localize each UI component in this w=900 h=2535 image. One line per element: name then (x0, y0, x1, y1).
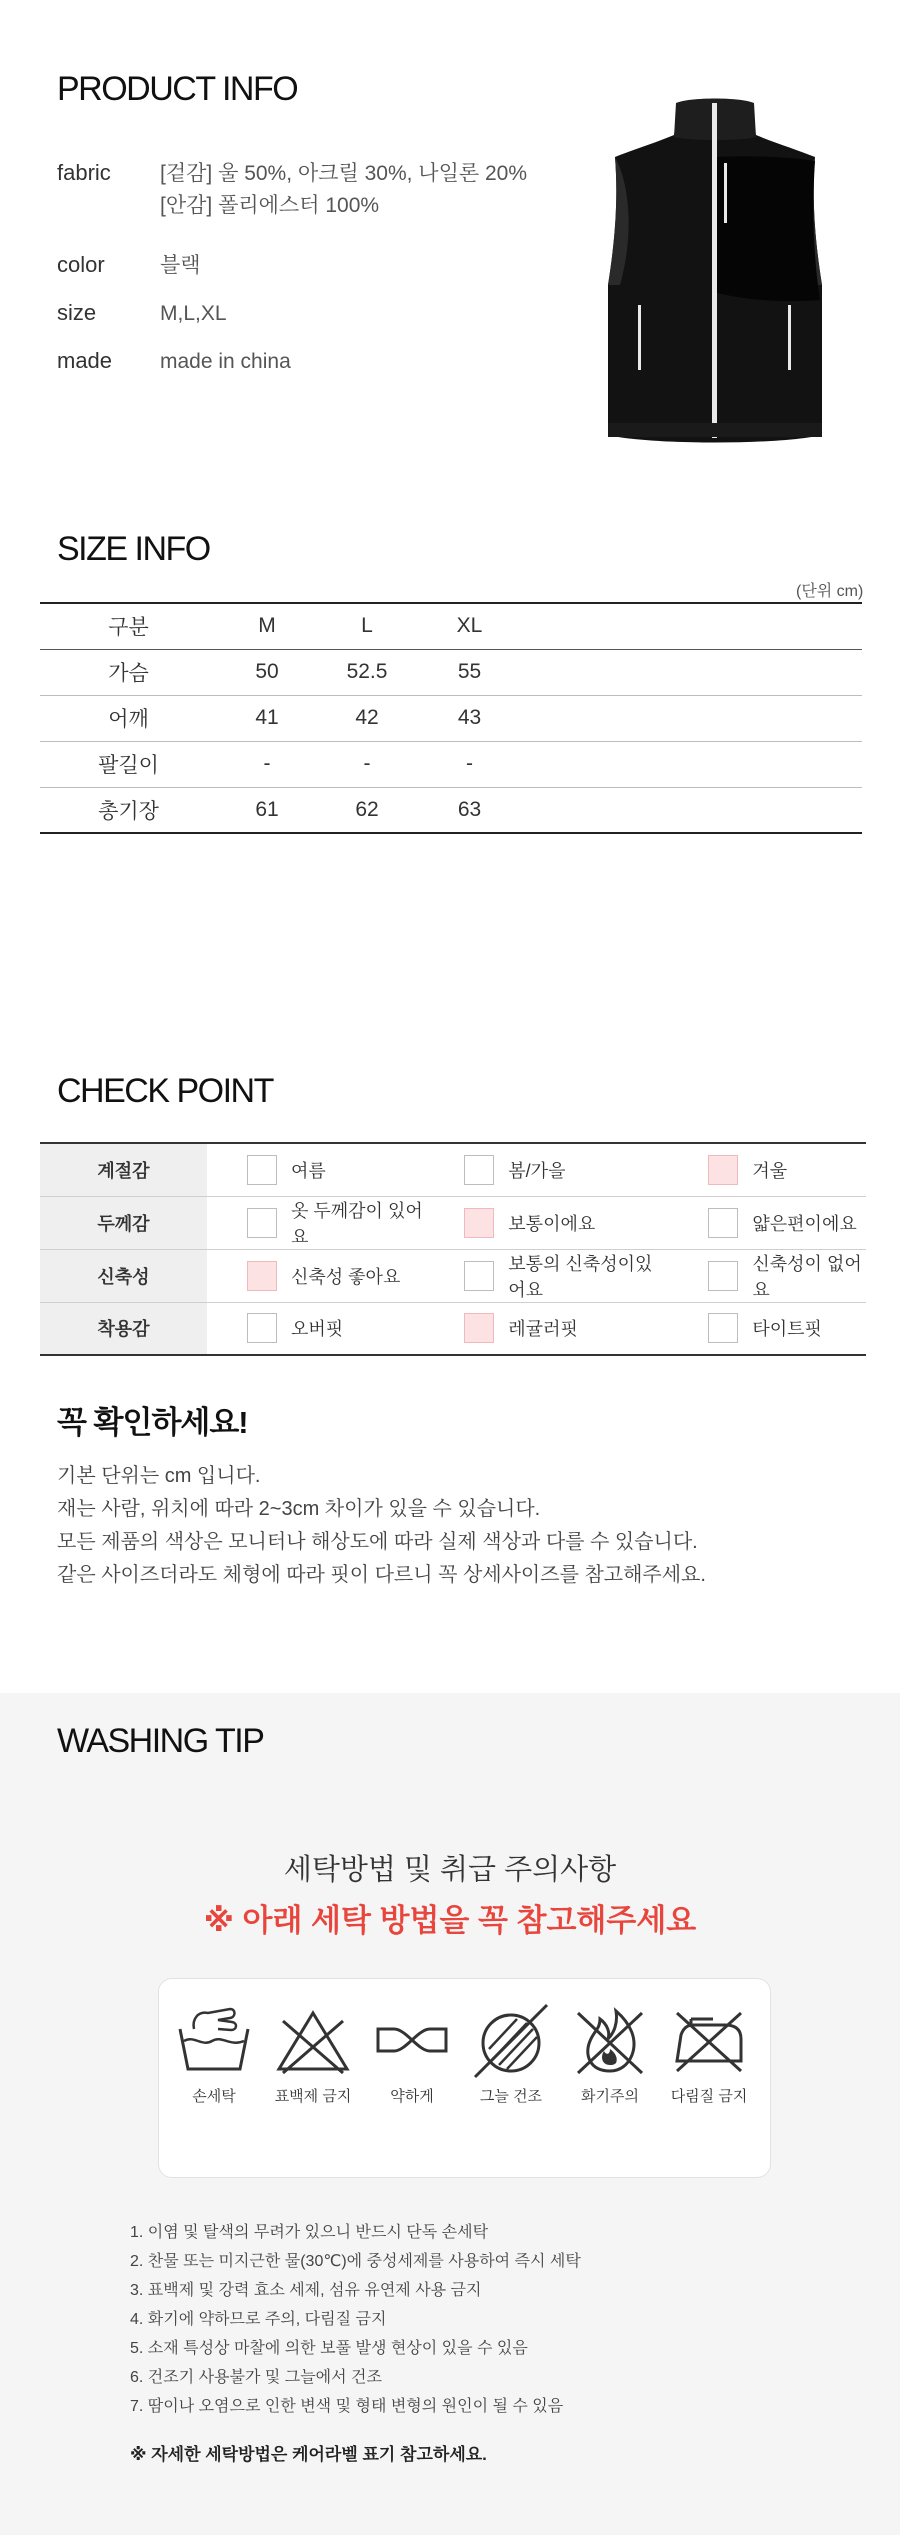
care-item (167, 1999, 261, 2106)
care-icons-box (158, 1978, 771, 2178)
check-option (207, 1197, 424, 1249)
notice-list (57, 1460, 706, 1592)
checkbox-checked (464, 1313, 494, 1343)
check-category: 두께감 (40, 1196, 207, 1249)
washing-instructions (130, 2218, 581, 2421)
table-row (40, 787, 862, 833)
care-label: 손세탁 (192, 2088, 236, 2105)
check-point-title: CHECK POINT (57, 1072, 273, 1110)
table-cell: - (417, 741, 522, 787)
check-option (424, 1250, 668, 1302)
checkbox (247, 1155, 277, 1185)
check-option (424, 1313, 668, 1343)
care-label: 그늘 건조 (479, 2088, 543, 2105)
washing-footer: ※ 자세한 세탁방법은 케어라벨 표기 참고하세요. (130, 2445, 487, 2464)
option-label: 얇은편이에요 (752, 1213, 857, 1234)
no-bleach-icon (273, 1999, 353, 2079)
unit-note: (단위 cm) (796, 583, 864, 600)
checkbox (464, 1261, 494, 1291)
table-row (40, 649, 862, 695)
checkbox (247, 1208, 277, 1238)
product-info-title: PRODUCT INFO (57, 70, 298, 108)
check-option (668, 1155, 866, 1185)
care-item (365, 1999, 459, 2106)
washing-warning: ※ 아래 세탁 방법을 꼭 참고해주세요 (203, 1903, 697, 1938)
table-cell: 어깨 (40, 695, 217, 741)
check-option (207, 1155, 424, 1185)
option-label: 봄/가을 (508, 1160, 566, 1181)
check-row-thickness (40, 1196, 866, 1249)
table-cell: 52.5 (317, 649, 417, 695)
option-label: 보통의 신축성이있어요 (508, 1253, 653, 1300)
care-item (563, 1999, 657, 2106)
check-point-table (40, 1142, 866, 1356)
flammable-icon (570, 1999, 650, 2079)
product-image (600, 95, 830, 450)
option-label: 보통이에요 (508, 1213, 596, 1234)
made-label: made (57, 348, 113, 373)
care-label: 표백제 금지 (274, 2088, 352, 2105)
check-category: 신축성 (40, 1249, 207, 1302)
washing-line: 3. 표백제 및 강력 효소 세제, 섬유 유연제 사용 금지 (130, 2282, 482, 2299)
table-cell: 50 (217, 649, 317, 695)
option-label: 신축성이 없어요 (752, 1253, 862, 1300)
size-label: size (57, 300, 97, 325)
size-info-title: SIZE INFO (57, 530, 210, 568)
care-item (662, 1999, 756, 2106)
checkbox (247, 1313, 277, 1343)
notice-line: 같은 사이즈더라도 체형에 따라 핏이 다르니 꼭 상세사이즈를 참고해주세요. (57, 1564, 706, 1586)
notice-line: 모든 제품의 색상은 모니터나 해상도에 따라 실제 색상과 다를 수 있습니다. (57, 1531, 698, 1553)
option-label: 겨울 (752, 1160, 788, 1181)
color-label: color (57, 252, 105, 277)
check-option (668, 1250, 866, 1302)
check-option (424, 1155, 668, 1185)
care-item (266, 1999, 360, 2106)
washing-line: 2. 찬물 또는 미지근한 물(30℃)에 중성세제를 사용하여 즉시 세탁 (130, 2253, 581, 2270)
option-label: 오버핏 (291, 1319, 344, 1340)
table-row (40, 741, 862, 787)
check-option (668, 1208, 866, 1238)
check-option (207, 1313, 424, 1343)
check-option (668, 1313, 866, 1343)
check-option (207, 1261, 424, 1291)
table-cell: 63 (417, 787, 522, 833)
check-option (424, 1208, 668, 1238)
fabric-label: fabric (57, 160, 111, 185)
care-label: 다림질 금지 (670, 2088, 748, 2105)
size-value: M,L,XL (160, 302, 227, 325)
washing-title: WASHING TIP (57, 1722, 264, 1760)
fabric-value-inner: [안감] 폴리에스터 100% (160, 194, 380, 217)
table-cell: 43 (417, 695, 522, 741)
checkbox-checked (708, 1155, 738, 1185)
table-cell: 41 (217, 695, 317, 741)
option-label: 옷 두께감이 있어요 (291, 1200, 423, 1247)
check-category: 계절감 (40, 1143, 207, 1196)
gentle-icon (372, 1999, 452, 2079)
size-table-header (40, 603, 862, 649)
care-item (464, 1999, 558, 2106)
washing-heading: 세탁방법 및 취급 주의사항 (283, 1854, 617, 1886)
check-row-fit (40, 1302, 866, 1355)
washing-line: 5. 소재 특성상 마찰에 의한 보풀 발생 현상이 있을 수 있음 (130, 2340, 528, 2357)
table-cell: - (317, 741, 417, 787)
table-cell: 가슴 (40, 649, 217, 695)
notice-title: 꼭 확인하세요! (57, 1405, 248, 1440)
fabric-value-outer: [겉감] 울 50%, 아크릴 30%, 나일론 20% (160, 162, 528, 185)
option-label: 여름 (291, 1160, 326, 1181)
check-row-season (40, 1143, 866, 1196)
washing-line: 1. 이염 및 탈색의 무려가 있으니 반드시 단독 손세탁 (130, 2224, 489, 2241)
hand-wash-icon (174, 1999, 254, 2079)
color-value: 블랙 (160, 254, 201, 277)
option-label: 타이트핏 (752, 1319, 822, 1340)
notice-line: 재는 사람, 위치에 따라 2~3cm 차이가 있을 수 있습니다. (57, 1498, 541, 1520)
washing-line: 4. 화기에 약하므로 주의, 다림질 금지 (130, 2311, 387, 2328)
checkbox-checked (464, 1208, 494, 1238)
notice-line: 기본 단위는 cm 입니다. (57, 1465, 261, 1487)
no-iron-icon (669, 1999, 749, 2079)
table-cell: - (217, 741, 317, 787)
table-cell: 팔길이 (40, 741, 217, 787)
checkbox-checked (247, 1261, 277, 1291)
table-cell: 62 (317, 787, 417, 833)
header-cell: M (217, 603, 317, 649)
checkbox (464, 1155, 494, 1185)
table-cell: 61 (217, 787, 317, 833)
checkbox (708, 1261, 738, 1291)
care-label: 약하게 (390, 2088, 434, 2105)
made-value: made in china (160, 350, 291, 373)
table-row (40, 695, 862, 741)
table-cell: 총기장 (40, 787, 217, 833)
check-category: 착용감 (40, 1302, 207, 1355)
size-table (40, 602, 862, 834)
header-cell: L (317, 603, 417, 649)
table-cell: 55 (417, 649, 522, 695)
checkbox (708, 1208, 738, 1238)
washing-line: 6. 건조기 사용불가 및 그늘에서 건조 (130, 2369, 382, 2386)
checkbox (708, 1313, 738, 1343)
header-cell: 구분 (40, 603, 217, 649)
option-label: 레귤러핏 (508, 1319, 578, 1340)
check-row-stretch (40, 1249, 866, 1302)
table-cell: 42 (317, 695, 417, 741)
header-cell: XL (417, 603, 522, 649)
shade-dry-icon (471, 1999, 551, 2079)
option-label: 신축성 좋아요 (291, 1266, 401, 1287)
washing-line: 7. 땀이나 오염으로 인한 변색 및 형태 변형의 원인이 될 수 있음 (130, 2398, 564, 2415)
care-label: 화기주의 (581, 2088, 639, 2105)
